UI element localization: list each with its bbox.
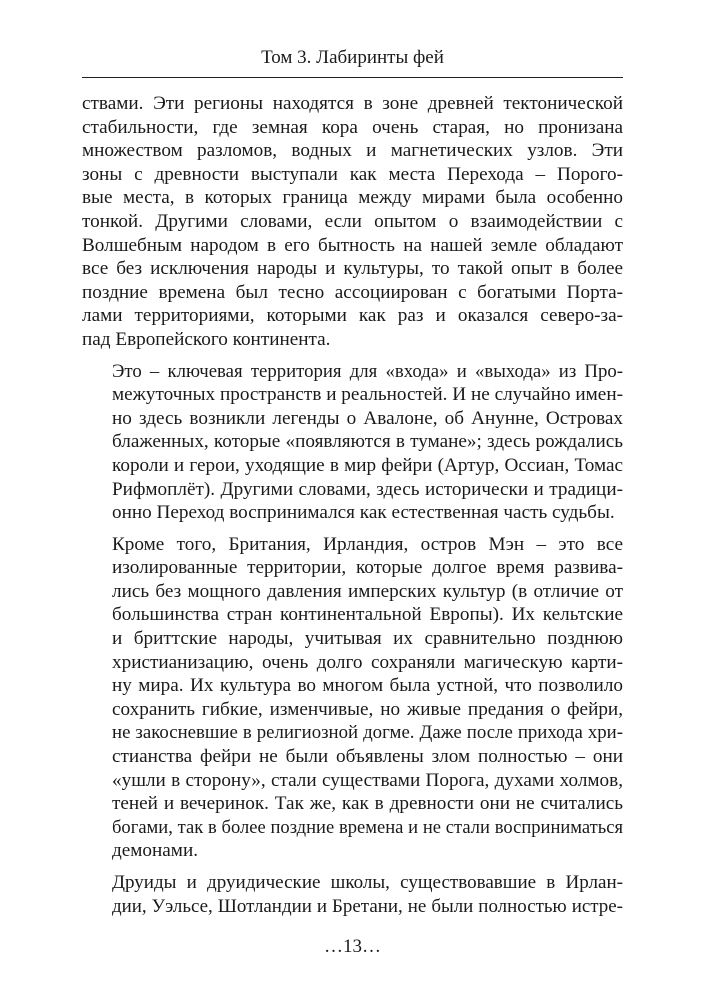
- text-line: изолированные территории, которые долгое время развива-: [112, 557, 623, 579]
- text-line: христианизацию, очень долго сохраняли магическую карти-: [112, 651, 623, 673]
- running-header: Том 3. Лабиринты фей: [261, 47, 444, 68]
- page-number: …13…: [324, 936, 381, 957]
- paragraph: [82, 533, 623, 863]
- text-line: и бриттские народы, учитывая их сравнительно позднюю: [112, 628, 623, 650]
- text-line: «ушли в сторону», стали существами Порога, духами холмов,: [112, 769, 623, 791]
- text-line: не закосневшие в религиозной догме. Даже после прихода хри-: [112, 722, 623, 744]
- text-line: дии, Уэльсе, Шотландии и Бретани, не были полностью истре-: [112, 895, 623, 917]
- text-line: теней и вечеринок. Так же, как в древности они не считались: [112, 793, 623, 815]
- text-line: короли и герои, уходящие в мир фейри (Артур, Оссиан, Томас: [112, 454, 623, 476]
- text-line: Кроме того, Британия, Ирландия, остров Мэн – это все: [112, 533, 623, 555]
- text-line: Это – ключевая территория для «входа» и «выхода» из Про-: [112, 360, 623, 382]
- paragraph: [82, 92, 623, 352]
- text-line: ну мира. Их культура во многом была устной, что позволило: [112, 675, 623, 697]
- text-line: демонами.: [112, 840, 199, 862]
- text-line: Волшебным народом в его бытность на нашей земле обладают: [82, 234, 623, 256]
- text-line: лись без мощного давления имперских культур (в отличие от: [112, 580, 623, 602]
- text-line: Рифмоплёт). Другими словами, здесь исторически и традици-: [112, 478, 623, 500]
- text-line: все без исключения народы и культуры, то такой опыт в более: [82, 258, 623, 280]
- text-line: множеством разломов, водных и магнетических узлов. Эти: [82, 140, 623, 162]
- text-line: большинства стран континентальной Европы). Их кельтские: [112, 604, 623, 626]
- text-line: лами территориями, которыми как раз и оказался северо-за-: [82, 305, 623, 327]
- text-line: онно Переход воспринимался как естественная часть судьбы.: [112, 502, 615, 524]
- text-line: но здесь возникли легенды о Авалоне, об Анунне, Островах: [112, 407, 623, 429]
- text-line: сохранить гибкие, изменчивые, но живые предания о фейри,: [112, 698, 623, 720]
- text-line: пад Европейского континента.: [82, 328, 331, 350]
- text-line: стианства фейри не были объявлены злом полностью – они: [112, 746, 623, 768]
- text-line: стабильности, где земная кора очень старая, но пронизана: [82, 116, 623, 138]
- paragraph: [82, 360, 623, 525]
- text-line: блаженных, которые «появляются в тумане»; здесь рождались: [112, 431, 623, 453]
- text-line: зоны с древности выступали как места Перехода – Порого-: [82, 163, 623, 185]
- text-line: поздние времена был тесно ассоциирован с богатыми Порта-: [82, 281, 623, 303]
- body-text: [82, 92, 623, 918]
- text-line: тонкой. Другими словами, если опытом о взаимодействии с: [82, 210, 623, 232]
- paragraph: [82, 871, 623, 918]
- text-line: богами, так в более поздние времена и не стали восприниматься: [112, 816, 623, 838]
- text-line: межуточных пространств и реальностей. И не случайно имен-: [112, 384, 623, 406]
- header-rule: [82, 77, 623, 78]
- text-line: Друиды и друидические школы, существовавшие в Ирлан-: [112, 872, 623, 893]
- text-line: вые места, в которых граница между мирами была особенно: [82, 187, 623, 209]
- text-line: ствами. Эти регионы находятся в зоне древней тектонической: [82, 93, 623, 114]
